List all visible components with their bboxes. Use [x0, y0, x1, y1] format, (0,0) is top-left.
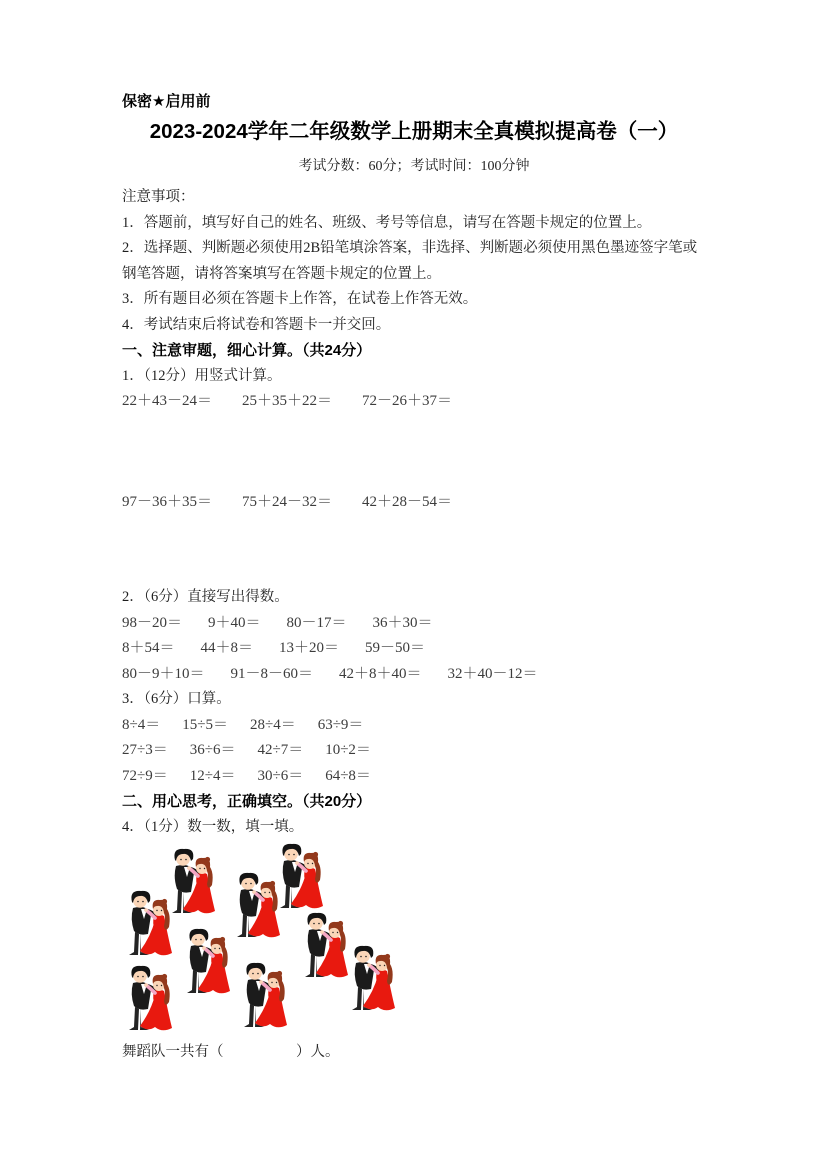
- dancing-couple: [345, 944, 397, 1014]
- equation: 30÷6＝: [257, 767, 304, 784]
- notice-item-3: 3．所有题目必须在答题卡上作答，在试卷上作答无效。: [122, 291, 478, 307]
- equation: 44＋8＝: [200, 640, 254, 656]
- equation: 28÷4＝: [249, 716, 296, 733]
- dancing-couple-icon: [237, 961, 289, 1031]
- dance-figure: [122, 842, 706, 1036]
- equation: 42÷7＝: [257, 742, 304, 758]
- question-1-row-1: [122, 389, 706, 415]
- page-title: 2023-2024学年二年级数学上册期末全真模拟提高卷（一）: [149, 120, 679, 143]
- question-2-row-2: [122, 636, 706, 662]
- exam-info: 考试分数：60分；考试时间：100分钟: [298, 159, 530, 174]
- notice-item-2: 2．选择题、判断题必须使用2B铅笔填涂答案，非选择、判断题必须使用黑色墨迹签字笔或钢笔答题，请将答案填写在答题卡规定的位置上。: [122, 240, 698, 282]
- equation: 8＋54＝: [122, 640, 175, 656]
- notice-item-1: 1．答题前，填写好自己的姓名、班级、考号等信息，请写在答题卡规定的位置上。: [122, 214, 652, 231]
- equation: 32＋40－12＝: [447, 665, 538, 682]
- equation: 80－9＋10＝: [122, 665, 205, 682]
- equation: 63÷9＝: [317, 716, 364, 733]
- question-2-row-1: [122, 611, 706, 637]
- equation: 98－20＝: [122, 614, 183, 631]
- equation: 97－36＋35＝: [122, 493, 213, 510]
- section-1-heading: 一、注意审题，细心计算。（共24分）: [122, 342, 372, 359]
- equation: 12÷4＝: [189, 767, 236, 784]
- equation: 72÷9＝: [122, 767, 168, 784]
- dancing-couple-icon: [122, 964, 174, 1034]
- question-3-row-2: [122, 738, 706, 764]
- equation: 72－26＋37＝: [362, 393, 453, 409]
- dancing-couple-icon: [122, 889, 174, 959]
- dancing-couple: [298, 911, 350, 981]
- dancing-couple: [122, 964, 174, 1034]
- equation: 22＋43－24＝: [122, 393, 213, 409]
- dancing-couple-icon: [180, 927, 232, 997]
- equation: 27÷3＝: [122, 742, 168, 758]
- section-2-heading: 二、用心思考，正确填空。（共20分）: [122, 793, 372, 810]
- notice-item-4: 4．考试结束后将试卷和答题卡一并交回。: [122, 316, 391, 333]
- equation: 9＋40＝: [208, 614, 261, 631]
- equation: 42＋28－54＝: [362, 493, 453, 510]
- dancing-couple-icon: [298, 911, 350, 981]
- equation: 25＋35＋22＝: [242, 393, 333, 409]
- equation: 91－8－60＝: [230, 665, 314, 682]
- equation: 75＋24－32＝: [242, 493, 333, 510]
- equation: 8÷4＝: [122, 716, 161, 733]
- confidential-notice: 保密★启用前: [122, 93, 211, 110]
- equation: 59－50＝: [365, 640, 426, 656]
- equation: 13＋20＝: [279, 640, 340, 656]
- equation: 64÷8＝: [325, 767, 371, 784]
- dancing-couple: [122, 889, 174, 959]
- dancing-couple-icon: [345, 944, 397, 1014]
- equation: 36÷6＝: [189, 742, 236, 758]
- dancing-couple: [230, 871, 282, 941]
- equation: 42＋8＋40＝: [339, 665, 422, 682]
- question-2-row-3: [122, 662, 706, 688]
- equation: 10÷2＝: [325, 742, 371, 758]
- dancing-couple: [237, 961, 289, 1031]
- question-3-row-3: [122, 764, 706, 790]
- question-1-label: 1．（12分）用竖式计算。: [122, 367, 282, 384]
- equation: 15÷5＝: [182, 716, 228, 733]
- question-3-label: 3．（6分）口算。: [122, 691, 231, 707]
- equation: 80－17＝: [286, 614, 347, 631]
- question-4-answer-line: 舞蹈队一共有（ ）人。: [122, 1044, 340, 1060]
- question-1-row-2: [122, 490, 706, 516]
- equation: 36＋30＝: [372, 614, 433, 631]
- dancing-couple: [180, 927, 232, 997]
- question-2-label: 2．（6分）直接写出得数。: [122, 589, 289, 605]
- notice-heading: 注意事项：: [122, 189, 195, 205]
- question-3-row-1: [122, 713, 706, 739]
- dancing-couple-icon: [230, 871, 282, 941]
- question-4-label: 4．（1分）数一数，填一填。: [122, 818, 304, 835]
